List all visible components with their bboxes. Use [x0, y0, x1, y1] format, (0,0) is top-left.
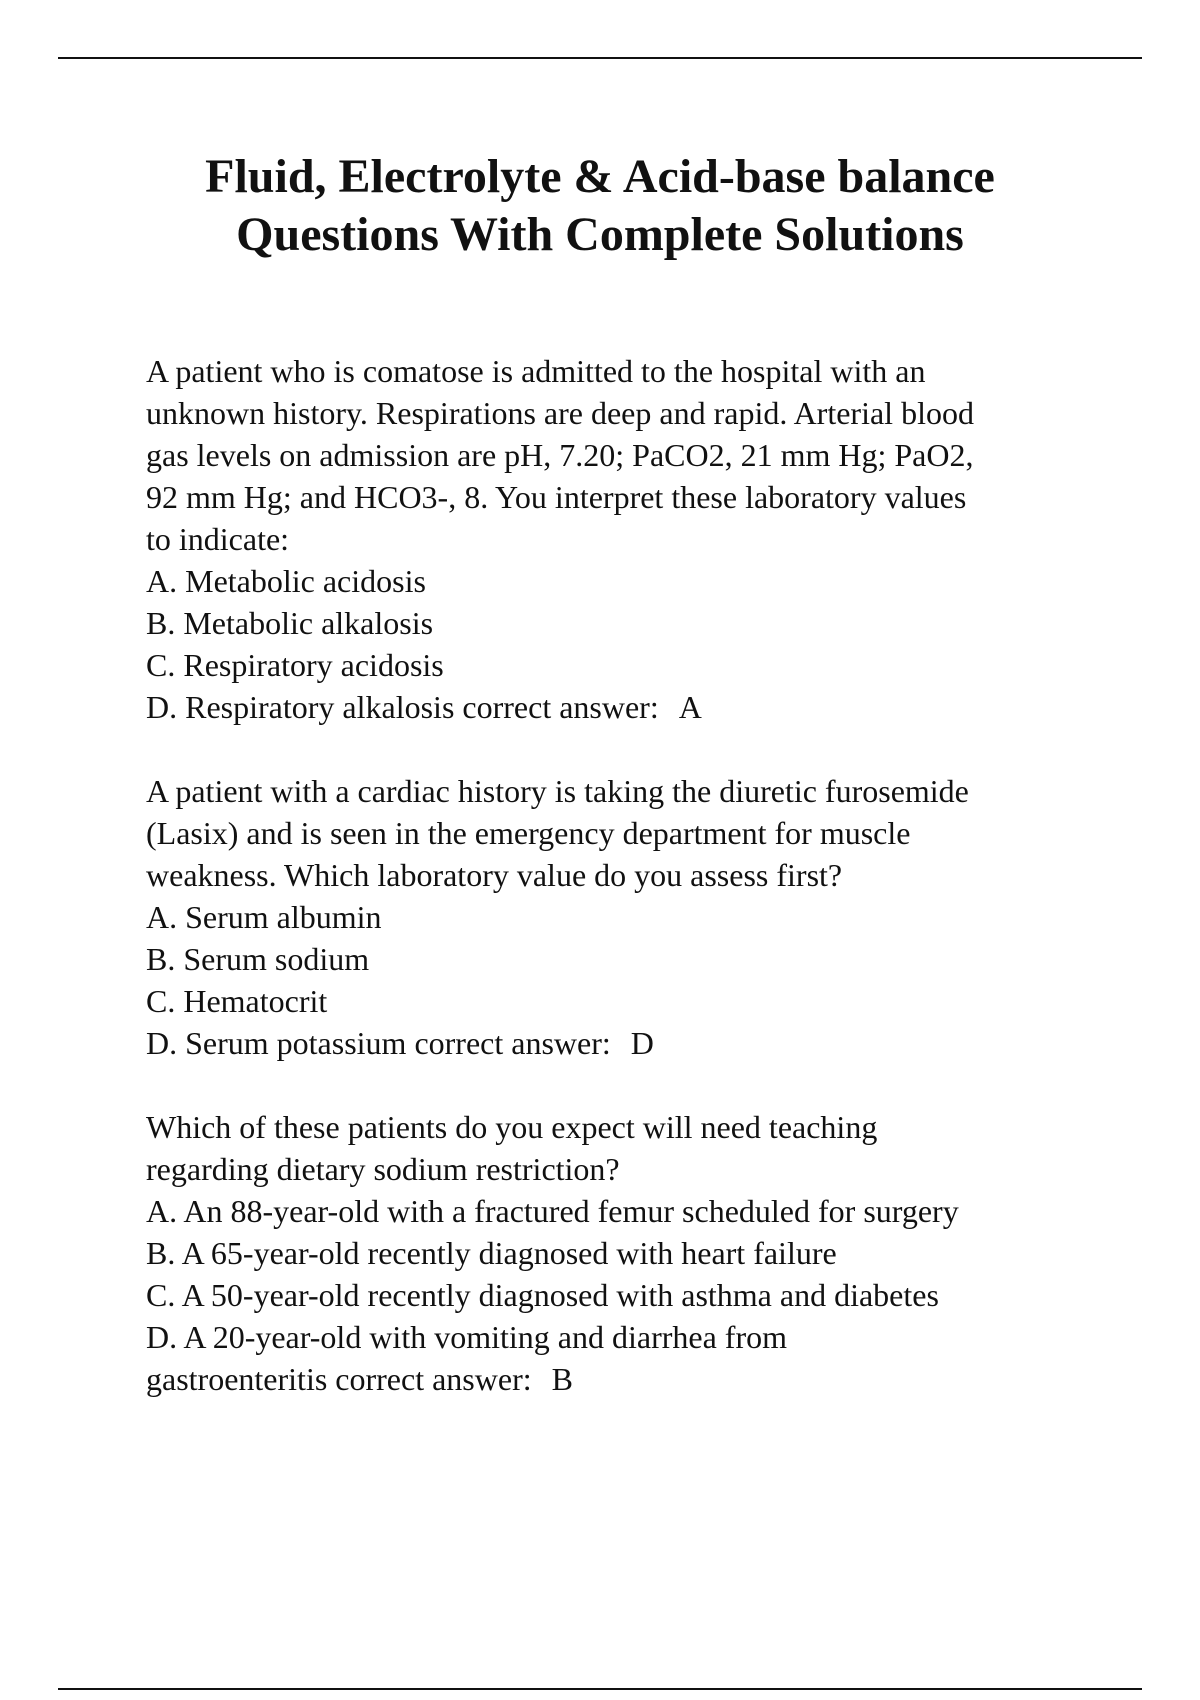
answer-option: D. A 20-year-old with vomiting and diarrhea from [146, 1319, 787, 1355]
correct-answer-letter: D [630, 1025, 654, 1061]
question-1 [146, 350, 1106, 728]
question-stem-line: Which of these patients do you expect will need teaching [146, 1109, 878, 1145]
answer-option: A. Serum albumin [146, 899, 382, 935]
answer-option-text: D. Respiratory alkalosis correct answer: [146, 689, 659, 725]
questions-body [146, 350, 1106, 1442]
correct-answer-letter: B [551, 1361, 573, 1397]
question-stem-line: to indicate: [146, 521, 290, 557]
question-stem-line: A patient with a cardiac history is taking the diuretic furosemide [146, 773, 969, 809]
question-stem-line: weakness. Which laboratory value do you assess first? [146, 857, 843, 893]
question-stem-line: A patient who is comatose is admitted to the hospital with an [146, 353, 926, 389]
question-stem-line: gas levels on admission are pH, 7.20; PaCO2, 21 mm Hg; PaO2, [146, 437, 974, 473]
answer-option-text: D. Serum potassium correct answer: [146, 1025, 611, 1061]
correct-answer-letter: A [678, 689, 702, 725]
top-divider [58, 57, 1142, 59]
answer-option: A. Metabolic acidosis [146, 563, 426, 599]
answer-option-with-key [146, 1022, 1106, 1064]
bottom-divider [58, 1688, 1142, 1690]
question-stem-line: (Lasix) and is seen in the emergency department for muscle [146, 815, 911, 851]
answer-option: B. Metabolic alkalosis [146, 605, 434, 641]
answer-option: B. Serum sodium [146, 941, 370, 977]
answer-option: C. Respiratory acidosis [146, 647, 444, 683]
document-title [0, 148, 1200, 264]
answer-option-with-key [146, 686, 1106, 728]
answer-option-text: gastroenteritis correct answer: [146, 1361, 532, 1397]
question-stem-line: unknown history. Respirations are deep and rapid. Arterial blood [146, 395, 974, 431]
answer-option: C. Hematocrit [146, 983, 328, 1019]
answer-option: B. A 65-year-old recently diagnosed with heart failure [146, 1235, 837, 1271]
title-line: Questions With Complete Solutions [236, 208, 964, 261]
question-3 [146, 1106, 1106, 1400]
title-line: Fluid, Electrolyte & Acid-base balance [205, 150, 995, 203]
question-stem-line: regarding dietary sodium restriction? [146, 1151, 620, 1187]
answer-option: C. A 50-year-old recently diagnosed with asthma and diabetes [146, 1277, 939, 1313]
question-2 [146, 770, 1106, 1064]
answer-option-with-key [146, 1358, 1106, 1400]
question-stem-line: 92 mm Hg; and HCO3-, 8. You interpret these laboratory values [146, 479, 967, 515]
answer-option: A. An 88-year-old with a fractured femur scheduled for surgery [146, 1193, 959, 1229]
